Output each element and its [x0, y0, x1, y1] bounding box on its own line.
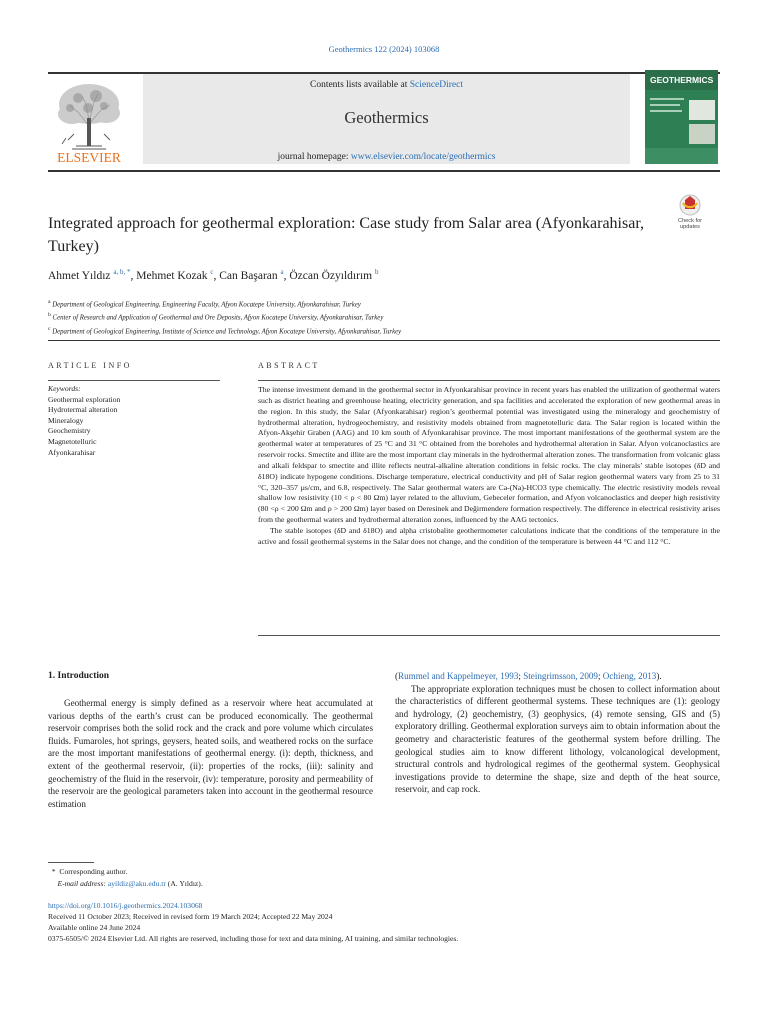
- reference-link[interactable]: Rummel and Kappelmeyer, 1993: [398, 671, 519, 681]
- check-updates-line1: Check for: [678, 218, 702, 224]
- contents-prefix: Contents lists available at: [309, 80, 410, 90]
- keywords-block: [48, 384, 220, 458]
- author-name[interactable]: Can Başaran: [219, 269, 278, 282]
- header-bottom-rule: [48, 170, 720, 172]
- affiliation-mark: a: [48, 299, 51, 305]
- sciencedirect-link[interactable]: ScienceDirect: [409, 80, 463, 90]
- abstract-rule: [258, 380, 720, 381]
- corresponding-mark: *: [51, 867, 56, 876]
- affiliation-mark: b: [48, 312, 51, 319]
- homepage-link[interactable]: www.elsevier.com/locate/geothermics: [350, 152, 496, 162]
- corresponding-author-note: [48, 866, 708, 878]
- journal-name[interactable]: Geothermics: [344, 108, 429, 127]
- cover-title: GEOTHERMICS: [650, 75, 714, 85]
- cover-image: [645, 70, 718, 164]
- cite-separator: ;: [518, 671, 524, 681]
- abstract-body: [258, 385, 720, 548]
- keywords-rule: [48, 380, 220, 381]
- check-updates-icon: [673, 193, 707, 231]
- corresponding-text: Corresponding author.: [59, 867, 128, 876]
- check-updates-line2: updates: [680, 224, 700, 230]
- homepage-prefix: journal homepage:: [277, 152, 351, 162]
- abstract-end-rule: [258, 635, 720, 636]
- email-note: [48, 878, 708, 890]
- author-affil-mark[interactable]: b: [374, 268, 379, 276]
- keyword: Mineralogy: [48, 415, 84, 425]
- elsevier-wordmark: ELSEVIER: [57, 150, 121, 164]
- author-affil-mark[interactable]: a, b, *: [113, 268, 131, 276]
- journal-citation[interactable]: [0, 44, 768, 54]
- copyright-line: 0375-6505/© 2024 Elsevier Ltd. All rights are reserved, including those for text and data mining, AI training, and similar technologies.: [48, 934, 459, 943]
- article-title: Integrated approach for geothermal exploration: Case study from Salar area (Afyonkarahisar, Turkey): [48, 215, 645, 255]
- contents-available-line: [143, 80, 630, 90]
- author-separator: ,: [130, 269, 137, 282]
- email-link[interactable]: ayildiz@aku.edu.tr: [107, 879, 166, 888]
- reference-link[interactable]: Steingrimsson, 2009: [523, 671, 598, 681]
- author-name[interactable]: Ahmet Yıldız: [48, 269, 111, 282]
- cite-open: (: [395, 671, 399, 681]
- footnotes: [48, 866, 708, 890]
- citation-continuation: [395, 670, 720, 683]
- publication-info: [48, 900, 720, 944]
- cite-separator: ;: [597, 671, 603, 681]
- affiliation: [48, 297, 708, 310]
- keyword: Afyonkarahisar: [48, 447, 96, 457]
- elsevier-tree-icon: [48, 78, 130, 164]
- abstract-heading: ABSTRACT: [258, 361, 320, 370]
- body-paragraph: The appropriate exploration techniques must be chosen to collect information about the characteristics of different geothermal systems. These techniques are (1): geology and hydrology, (2) geochemistry, (3) geophysics, (4) remote sensing, GIS and (5) exploratory drilling. Geothermal exploration surveys aim to obtain information about the geometry and characteristic features of the geothermal system before drilling. The geological studies aim to know different lithology, volcanological development, structural controls and hydrological regimes of the geothermal system. Geophysical investigations provide to determine the shape, size and depth of the heat source, reservoir, and cap rock.: [395, 683, 720, 795]
- affiliation: [48, 310, 708, 323]
- footnote-rule: [48, 862, 94, 863]
- reference-link[interactable]: Ochieng, 2013: [602, 671, 657, 681]
- author-separator: ,: [213, 269, 220, 282]
- email-label: E-mail address:: [57, 879, 106, 888]
- elsevier-logo[interactable]: [48, 78, 130, 164]
- journal-cover-thumbnail[interactable]: [645, 70, 718, 164]
- affiliation-list: [48, 297, 708, 337]
- email-suffix: (A. Yıldız).: [165, 879, 203, 888]
- affiliation-text: Center of Research and Application of Geothermal and Ore Deposits, Afyon Kocatepe University, Afyonkarahisar, Turkey: [52, 314, 384, 322]
- keyword: Magnetotelluric: [48, 436, 97, 446]
- article-info-rule: [48, 340, 720, 341]
- affiliation-text: Department of Geological Engineering, Engineering Faculty, Afyon Kocatepe University, Afyonkarahisar, Turkey: [52, 301, 361, 309]
- available-online: Available online 24 June 2024: [48, 923, 141, 932]
- author-affil-mark[interactable]: c: [210, 268, 214, 276]
- keyword: Hydrotermal alteration: [48, 405, 118, 415]
- abstract-paragraph: The stable isotopes (δD and δ18O) and alpha cristobalite geothermometer calculations indicate that the conditions of the temperature in the active and fossil geothermal systems in the Salar does not change, and the condition of the temperature is between 44 °C and 112 °C.: [258, 525, 720, 546]
- author-list: [48, 268, 688, 282]
- intro-right-column: [395, 670, 720, 796]
- affiliation-text: Department of Geological Engineering, Institute of Science and Technology, Afyon Kocatepe University, Afyonkarahisar, Turkey: [52, 327, 402, 335]
- article-info-heading: ARTICLE INFO: [48, 361, 132, 370]
- author-separator: ,: [283, 269, 290, 282]
- intro-left-column: [48, 697, 373, 810]
- affiliation-mark: c: [48, 325, 51, 332]
- doi-link[interactable]: https://doi.org/10.1016/j.geothermics.2024.103068: [48, 901, 203, 910]
- affiliation: [48, 324, 708, 337]
- citation-link[interactable]: Geothermics 122 (2024) 103068: [328, 44, 440, 54]
- journal-homepage-line: [143, 152, 630, 162]
- body-paragraph: Geothermal energy is simply defined as a reservoir where heat accumulated at various depths of the earth’s crust can be produced economically. The geothermal reservoir comprises both the solid rock and the crack and pore volume which circulates fluids. Fumaroles, hot springs, geysers, heated soils, and weathered rocks on the surface are the most important manifestations of geothermal energy. (i): depth, thickness, and extent of the geothermal reservoir, (ii): properties of the rocks, (iii): salinity and geochemistry of the fluid in the reservoir, (iv): temperature, porosity and permeability of the reservoir are the geological parameters taken into account in the geothermal resource estimation: [48, 698, 373, 809]
- keywords-label: Keywords:: [48, 384, 81, 393]
- cite-close: ).: [656, 671, 662, 681]
- author-name[interactable]: Özcan Özyıldırım: [289, 269, 373, 282]
- introduction-heading: 1. Introduction: [48, 671, 110, 681]
- check-for-updates-badge[interactable]: [673, 193, 707, 231]
- keyword: Geochemistry: [48, 426, 91, 436]
- keyword: Geothermal exploration: [48, 394, 121, 404]
- author-affil-mark[interactable]: a: [280, 268, 284, 276]
- abstract-paragraph: The intense investment demand in the geothermal sector in Afyonkarahisar province in recent years has enabled the utilization of geothermal waters such as district heating and greenhouse heating, electricity generation, and spa facilities and accelerated the exploration of new geothermal areas in the region. In this study, the Salar (Afyonkarahisar) region’s geothermal potential was investigated using the mineralogy and geochemistry of hydrothermal alteration, hydrogeochemistry, and resistivity models obtained from magnetotelluric data. The Salar region is located within the Afyon-Akşehir Graben (AAG) and 10 km south of Afyonkarahisar province. The most important manifestations of the geothermal system are the geothermal water at temperatures of 25 °C and 31 °C obtained from the boreholes and hydrothermal alteration in Salar. Afyon volcanoclastics are reservoir rocks. Smectite and illite are the most important clay minerals in the hydrothermal alteration zones. The transformation from volcanic glass and alkali feldspar to smectite and illite reflects neutral-alkaline alteration conditions in felsic rocks. The clay minerals’ stable isotopes (δD and δ18O) indicate hypogene conditions. Discharge temperature, electrical conductivity and pH of Salar region geothermal waters vary from 25 to 31 °C, 320–357 µs/cm, and 6.8, respectively. The Salar geothermal waters are Ca-(Na)-HCO3 type chemically. The electric resistivity models reveal shallow low resistivity (10 < ρ < 80 Ωm) layer related to the alluvium, Gebeceler formation, and Afyon volcanoclastics and deeper high resistivity (80 <ρ < 200 Ωm and ρ > 200 Ωm) layer based on Deresinek and Değirmendere formation respectively. The difference in electrical resistivity arises from the geothermal waters and hydrothermal alteration zones, influenced by the AAG tectonics.: [258, 385, 720, 525]
- author-name[interactable]: Mehmet Kozak: [136, 269, 208, 282]
- received-dates: Received 11 October 2023; Received in revised form 19 March 2024; Accepted 22 May 2024: [48, 912, 333, 921]
